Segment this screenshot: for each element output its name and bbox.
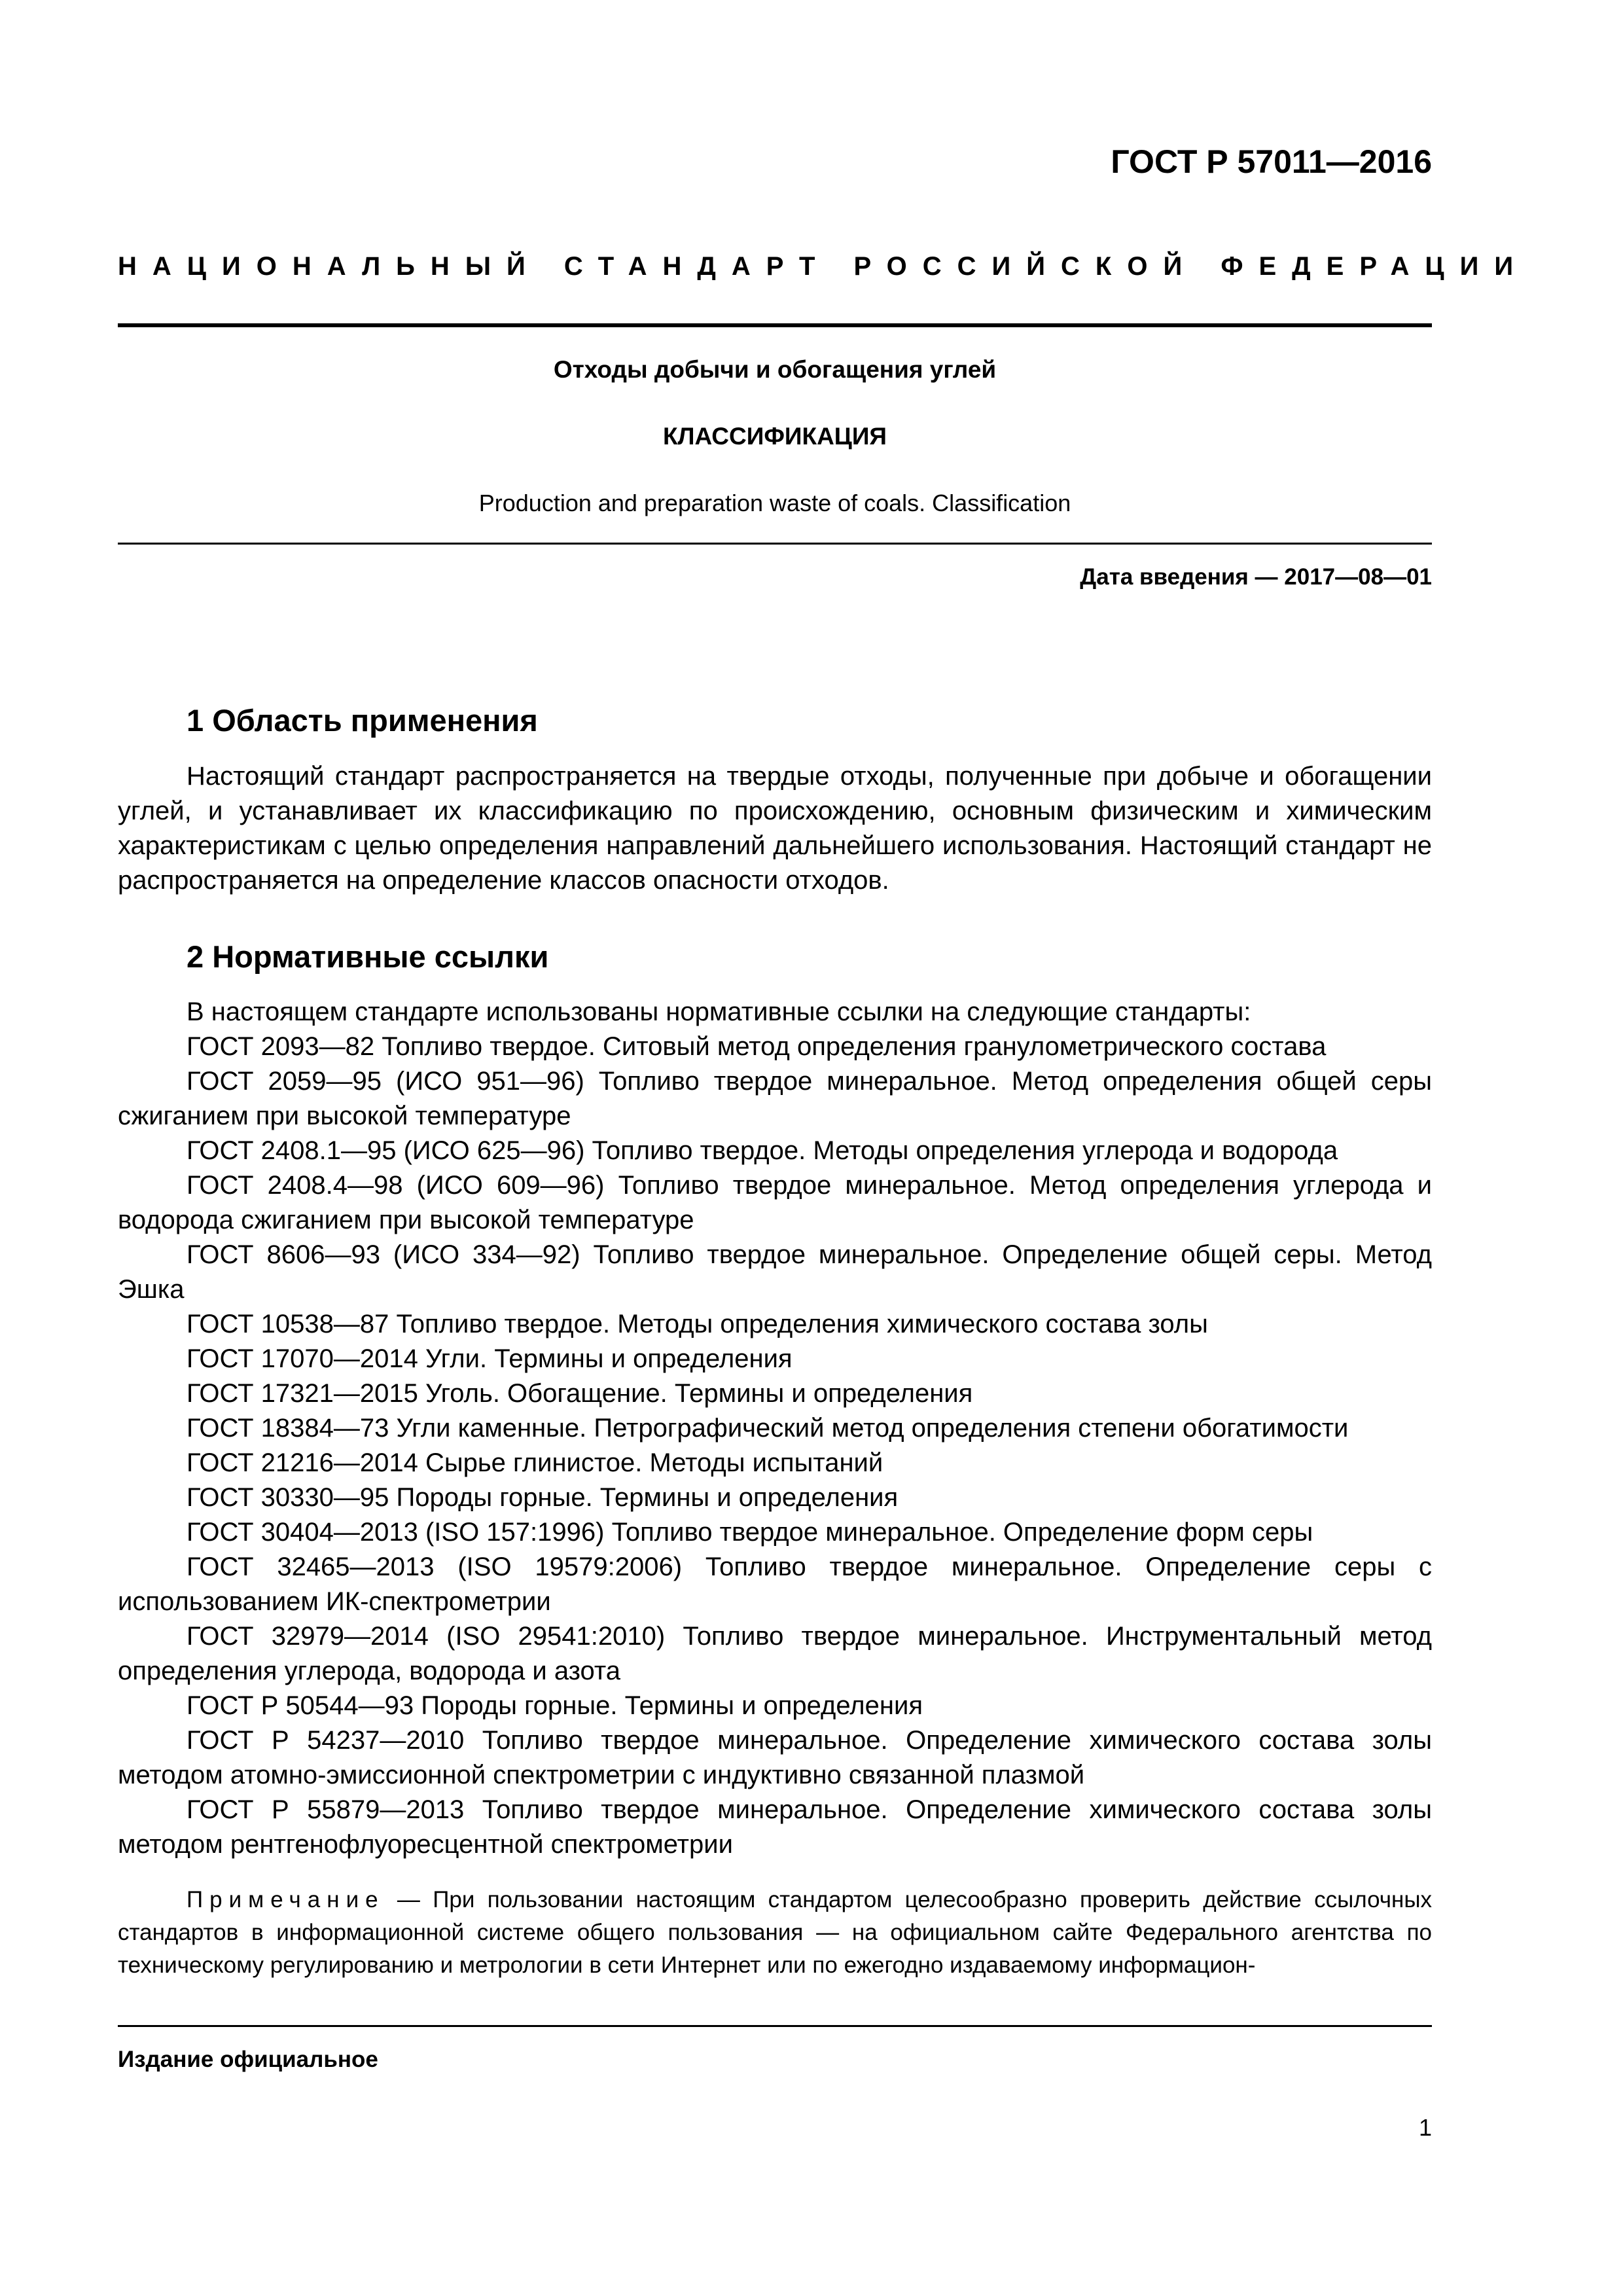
reference-item: ГОСТ 2093—82 Топливо твердое. Ситовый метод определения гранулометрического состава bbox=[187, 1032, 1327, 1061]
national-standard-banner: НАЦИОНАЛЬНЫЙ СТАНДАРТ РОССИЙСКОЙ ФЕДЕРАЦИИ bbox=[118, 252, 1529, 281]
section-2-heading: 2 Нормативные ссылки bbox=[187, 939, 549, 974]
introduction-date: Дата введения — 2017—08—01 bbox=[1080, 564, 1432, 590]
reference-item: ГОСТ 2408.1—95 (ИСО 625—96) Топливо твердое. Методы определения углерода и водорода bbox=[187, 1136, 1338, 1165]
document-title: Отходы добычи и обогащения углей bbox=[553, 356, 997, 383]
standard-code: ГОСТ Р 57011—2016 bbox=[1111, 143, 1432, 180]
footer-rule bbox=[118, 2025, 1432, 2027]
english-title: Production and preparation waste of coals. Classification bbox=[478, 490, 1071, 516]
reference-item: ГОСТ 17070—2014 Угли. Термины и определения bbox=[187, 1344, 793, 1373]
edition-label: Издание официальное bbox=[118, 2047, 378, 2072]
page-number: 1 bbox=[1418, 2114, 1432, 2141]
section-1-heading: 1 Область применения bbox=[187, 703, 538, 738]
references-intro: В настоящем стандарте использованы нормативные ссылки на следующие стандарты: bbox=[187, 997, 1251, 1026]
reference-item: ГОСТ 17321—2015 Уголь. Обогащение. Термины и определения bbox=[187, 1379, 973, 1408]
normative-references bbox=[118, 995, 1432, 1862]
section-1-paragraph: Настоящий стандарт распространяется на твердые отходы, полученные при добыче и обогащении углей, и устанавливает их классификацию по происхождению, основным физическим и химическим характеристикам с целью определения направлений дальнейшего использования. Настоящий стандарт не распространяется на определение классов опасности отходов. bbox=[118, 762, 1432, 895]
reference-item: ГОСТ 2059—95 (ИСО 951—96) Топливо твердое минеральное. Метод определения общей серы сжиганием при высокой температуре bbox=[118, 1067, 1432, 1130]
references-note bbox=[118, 1884, 1432, 1982]
note-label: Примечание bbox=[187, 1887, 385, 1912]
header-rule bbox=[118, 323, 1432, 327]
reference-item: ГОСТ 32979—2014 (ISO 29541:2010) Топливо твердое минеральное. Инструментальный метод определения углерода, водорода и азота bbox=[118, 1622, 1432, 1685]
reference-item: ГОСТ Р 50544—93 Породы горные. Термины и определения bbox=[187, 1691, 923, 1720]
reference-item: ГОСТ Р 55879—2013 Топливо твердое минеральное. Определение химического состава золы методом рентгенофлуоресцентной спектрометрии bbox=[118, 1795, 1432, 1859]
reference-item: ГОСТ Р 54237—2010 Топливо твердое минеральное. Определение химического состава золы методом атомно-эмиссионной спектрометрии с индуктивно связанной плазмой bbox=[118, 1726, 1432, 1789]
reference-item: ГОСТ 18384—73 Угли каменные. Петрографический метод определения степени обогатимости bbox=[187, 1414, 1349, 1443]
note-text: — При пользовании настоящим стандартом целесообразно проверить действие ссылочных стандартов в информационной системе общего пользования — на официальном сайте Федерального агентства по техническому регулированию и метрологии в сети Интернет или по ежегодно издаваемому информацион- bbox=[118, 1887, 1432, 1978]
reference-item: ГОСТ 21216—2014 Сырье глинистое. Методы испытаний bbox=[187, 1448, 883, 1477]
title-rule bbox=[118, 543, 1432, 545]
reference-item: ГОСТ 30404—2013 (ISO 157:1996) Топливо твердое минеральное. Определение форм серы bbox=[187, 1518, 1313, 1547]
reference-item: ГОСТ 2408.4—98 (ИСО 609—96) Топливо твердое минеральное. Метод определения углерода и водорода сжиганием при высокой температуре bbox=[118, 1171, 1432, 1234]
reference-item: ГОСТ 8606—93 (ИСО 334—92) Топливо твердое минеральное. Определение общей серы. Метод Эшка bbox=[118, 1240, 1432, 1304]
section-1-body bbox=[118, 759, 1432, 898]
reference-item: ГОСТ 32465—2013 (ISO 19579:2006) Топливо твердое минеральное. Определение серы с использованием ИК-спектрометрии bbox=[118, 1552, 1432, 1616]
reference-item: ГОСТ 10538—87 Топливо твердое. Методы определения химического состава золы bbox=[187, 1310, 1208, 1338]
reference-item: ГОСТ 30330—95 Породы горные. Термины и определения bbox=[187, 1483, 899, 1512]
document-subtitle: КЛАССИФИКАЦИЯ bbox=[662, 423, 887, 450]
